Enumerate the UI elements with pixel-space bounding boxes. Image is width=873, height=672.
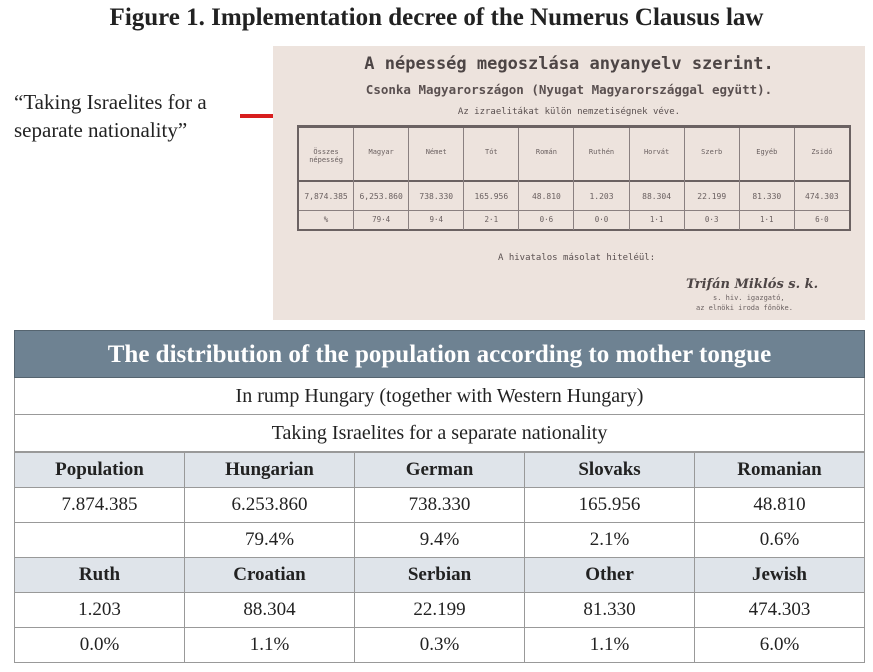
scan-header-cell: Német [408, 128, 463, 180]
scan-percent-cell: 0·3 [684, 210, 739, 230]
percent-cell: 1.1% [185, 628, 355, 663]
scan-number-cell: 738.330 [408, 180, 463, 210]
percent-cell: 9.4% [355, 523, 525, 558]
scan-number-cell: 22.199 [684, 180, 739, 210]
header-cell: Serbian [355, 558, 525, 593]
value-cell: 7.874.385 [15, 488, 185, 523]
value-cell: 81.330 [525, 593, 695, 628]
scan-number-cell: 88.304 [629, 180, 684, 210]
table-row [15, 523, 865, 558]
scan-signature: Trifán Miklós s. k. [686, 277, 819, 292]
value-cell: 6.253.860 [185, 488, 355, 523]
scan-header-cell: Zsidó [794, 128, 849, 180]
scan-percent-cell: % [323, 215, 329, 224]
scan-percent-cell: 0·6 [518, 210, 573, 230]
scan-number-cell: 81.330 [739, 180, 794, 210]
value-cell: 738.330 [355, 488, 525, 523]
table-row [15, 628, 865, 663]
scan-number-row [299, 180, 849, 211]
header-cell: Slovaks [525, 453, 695, 488]
scan-percent-cell: 9·4 [408, 210, 463, 230]
scan-header-cell: Szerb [684, 128, 739, 180]
header-cell: Other [525, 558, 695, 593]
header-cell: Population [15, 453, 185, 488]
percent-cell: 0.0% [15, 628, 185, 663]
scan-percent-cell: 1·1 [739, 210, 794, 230]
value-cell: 88.304 [185, 593, 355, 628]
header-cell: Ruth [15, 558, 185, 593]
scan-percent-cell: 79·4 [353, 210, 408, 230]
percent-cell: 6.0% [695, 628, 865, 663]
scan-header-cell: Magyar [353, 128, 408, 180]
table-subtitle-2: Taking Israelites for a separate nationality [14, 415, 865, 452]
scan-table [297, 125, 851, 231]
table-row [15, 593, 865, 628]
scan-number-cell: 474.303 [794, 180, 849, 210]
header-cell: Romanian [695, 453, 865, 488]
scan-title: A népesség megoszlása anyanyelv szerint. [364, 54, 774, 74]
header-cell: German [355, 453, 525, 488]
scan-signature-title-1: s. hiv. igazgató, [713, 294, 785, 302]
header-cell: Jewish [695, 558, 865, 593]
value-cell: 48.810 [695, 488, 865, 523]
scan-header-cell: Ruthén [573, 128, 628, 180]
value-cell: 22.199 [355, 593, 525, 628]
scan-signature-title-2: az elnöki iroda főnöke. [696, 304, 793, 312]
population-table [14, 330, 865, 663]
scan-number-cell: 7,874.385 [304, 192, 348, 201]
scan-header-cell: Összes népesség [309, 148, 343, 164]
scan-percent-row [299, 210, 849, 230]
figure-title: Figure 1. Implementation decree of the Numerus Clausus law [109, 4, 764, 31]
percent-cell: 1.1% [525, 628, 695, 663]
table-row [15, 488, 865, 523]
scan-header-cell: Tót [463, 128, 518, 180]
percent-cell: 2.1% [525, 523, 695, 558]
scan-percent-cell: 1·1 [629, 210, 684, 230]
scan-number-cell: 165.956 [463, 180, 518, 210]
quote-callout [14, 88, 207, 144]
scan-number-cell: 1.203 [573, 180, 628, 210]
table-subtitle-1: In rump Hungary (together with Western Hungary) [14, 378, 865, 415]
percent-cell: 79.4% [185, 523, 355, 558]
scan-percent-cell: 2·1 [463, 210, 518, 230]
table-title: The distribution of the population according to mother tongue [14, 330, 865, 378]
scan-note: Az izraelitákat külön nemzetiségnek véve. [457, 107, 681, 117]
table-header-row [15, 558, 865, 593]
scanned-decree-image [273, 46, 865, 320]
quote-line-1: “Taking Israelites for a [14, 90, 207, 114]
scan-header-cell: Román [518, 128, 573, 180]
header-cell: Croatian [185, 558, 355, 593]
scan-number-cell: 48.810 [518, 180, 573, 210]
data-grid [14, 452, 865, 663]
value-cell: 1.203 [15, 593, 185, 628]
table-header-row [15, 453, 865, 488]
header-cell: Hungarian [185, 453, 355, 488]
value-cell: 165.956 [525, 488, 695, 523]
scan-subtitle: Csonka Magyarországon (Nyugat Magyarországgal együtt). [365, 82, 773, 97]
scan-percent-cell: 6·0 [794, 210, 849, 230]
scan-header-cell: Horvát [629, 128, 684, 180]
scan-header-row [299, 128, 849, 182]
scan-number-cell: 6,253.860 [353, 180, 408, 210]
value-cell: 474.303 [695, 593, 865, 628]
quote-line-2: separate nationality” [14, 118, 188, 142]
scan-percent-cell: 0·0 [573, 210, 628, 230]
percent-cell: 0.6% [695, 523, 865, 558]
scan-certification: A hivatalos másolat hiteléül: [498, 253, 656, 263]
percent-cell: 0.3% [355, 628, 525, 663]
scan-header-cell: Egyéb [739, 128, 794, 180]
percent-cell [15, 523, 185, 558]
